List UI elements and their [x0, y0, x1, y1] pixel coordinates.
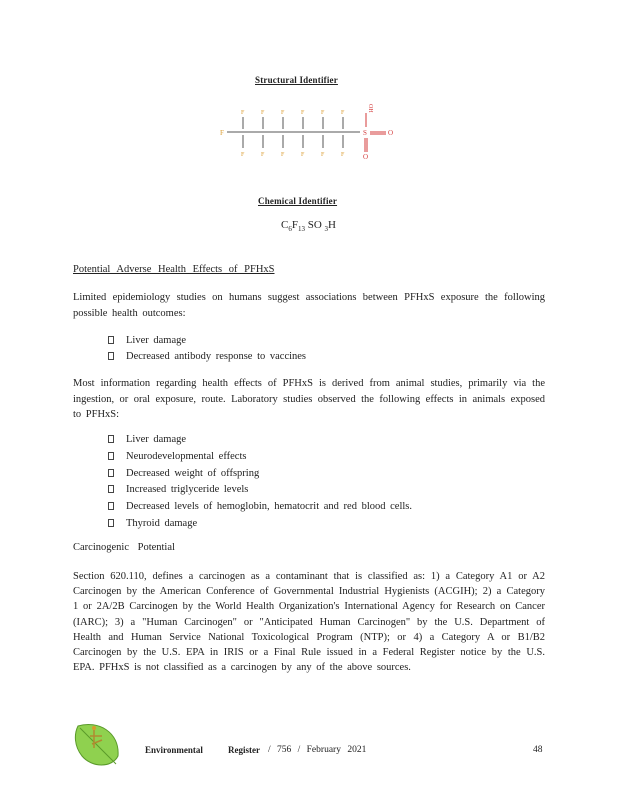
bullet-box-icon [108, 502, 114, 510]
list-item [108, 333, 306, 349]
bullet-box-icon [108, 519, 114, 527]
bullet-box-icon [108, 452, 114, 460]
list-item-text: Decreased weight of offspring [126, 467, 260, 479]
footer-publication: Environmental [145, 745, 203, 755]
cf2-unit [241, 110, 245, 158]
cf2-unit [321, 110, 325, 158]
environmental-register-leaf-logo [72, 718, 124, 770]
fluorine-atom: F [281, 152, 285, 158]
fluorine-atom: F [341, 152, 345, 158]
sulfonyl-oxygen-right: O [388, 129, 394, 137]
fluorine-atom: F [241, 152, 245, 158]
list-item [108, 349, 306, 365]
fluorine-atom: F [241, 110, 245, 116]
sulfonyl-oxygen-bottom: O [363, 153, 369, 161]
list-item [108, 432, 412, 449]
bullet-box-icon [108, 435, 114, 443]
carcinogenic-body: Section 620.110, defines a carcinogen as a contaminant that is classified as: 1) a Category A1 or A2 Carcinogen by the American Conference of Governmental Industrial Hygienists (ACGIH); 2) a Category 1 or 2A/2B Carcinogen by the World Health Organization's International Agency for Research on Cancer (IARC); 3) a "Human Carcinogen" or "Anticipated Human Carcinogen" by the U.S. Department of Health and Human Service National Toxicological Program (NTP); or 4) a Category A or B1/B2 Carcinogen by the U.S. EPA in IRIS or a Final Rule issued in a Federal Register notice by the U.S. EPA. PFHxS is not classified as a carcinogen by any of the above sources. [73, 571, 545, 674]
animal-studies-intro: Most information regarding health effects of PFHxS is derived from animal studies, primarily via the ingestion, or oral exposure, route. Laboratory studies observed the following effects in animals exposed to PFHxS: [73, 378, 545, 420]
list-item [108, 449, 412, 466]
fluorine-atom: F [261, 152, 265, 158]
cf2-unit [341, 110, 345, 158]
cf2-unit [261, 110, 265, 158]
list-item [108, 466, 412, 483]
fluorine-atom: F [281, 110, 285, 116]
fluorine-atom: F [321, 152, 325, 158]
hydroxyl-group: OH [367, 104, 373, 113]
fluorine-atom: F [341, 110, 345, 116]
adverse-effects-heading: Potential Adverse Health Effects of PFHxS [73, 264, 275, 275]
terminal-fluorine: F [220, 129, 224, 137]
footer-page-number: 48 [533, 745, 543, 755]
list-item [108, 516, 412, 533]
cf2-unit [301, 110, 305, 158]
list-item-text: Thyroid damage [126, 517, 198, 529]
fluorine-atom: F [261, 110, 265, 116]
list-item-text: Neurodevelopmental effects [126, 450, 247, 462]
chemical-identifier-heading: Chemical Identifier [258, 196, 338, 206]
list-item [108, 482, 412, 499]
list-item-text: Increased triglyceride levels [126, 484, 249, 496]
bullet-box-icon [108, 485, 114, 493]
footer-issue: / 756 / February 2021 [268, 745, 367, 755]
cf2-unit [281, 110, 285, 158]
fluorine-atom: F [301, 152, 305, 158]
list-item-text: Liver damage [126, 434, 187, 445]
sulfur-atom: S [363, 129, 367, 137]
fluorine-atom: F [321, 110, 325, 116]
bullet-box-icon [108, 352, 114, 360]
pfhxs-structure-diagram [215, 100, 405, 162]
bullet-box-icon [108, 469, 114, 477]
list-item-text: Decreased levels of hemoglobin, hematocrit and red blood cells. [126, 501, 412, 513]
fluorine-atom: F [301, 110, 305, 116]
structural-identifier-heading: Structural Identifier [255, 75, 338, 85]
adverse-effects-intro: Limited epidemiology studies on humans suggest associations between PFHxS exposure the following possible health outcomes: [73, 292, 545, 319]
animal-effects-list [108, 432, 412, 533]
list-item [108, 499, 412, 516]
carcinogenic-heading: Carcinogenic Potential [73, 542, 175, 553]
list-item-text: Liver damage [126, 335, 187, 346]
list-item-text: Decreased antibody response to vaccines [126, 351, 307, 362]
bullet-box-icon [108, 336, 114, 344]
human-outcomes-list [108, 333, 306, 365]
chemical-formula: $C_6F_{13}$ SO $_3$H [281, 219, 336, 234]
footer-register: Register [228, 745, 260, 755]
